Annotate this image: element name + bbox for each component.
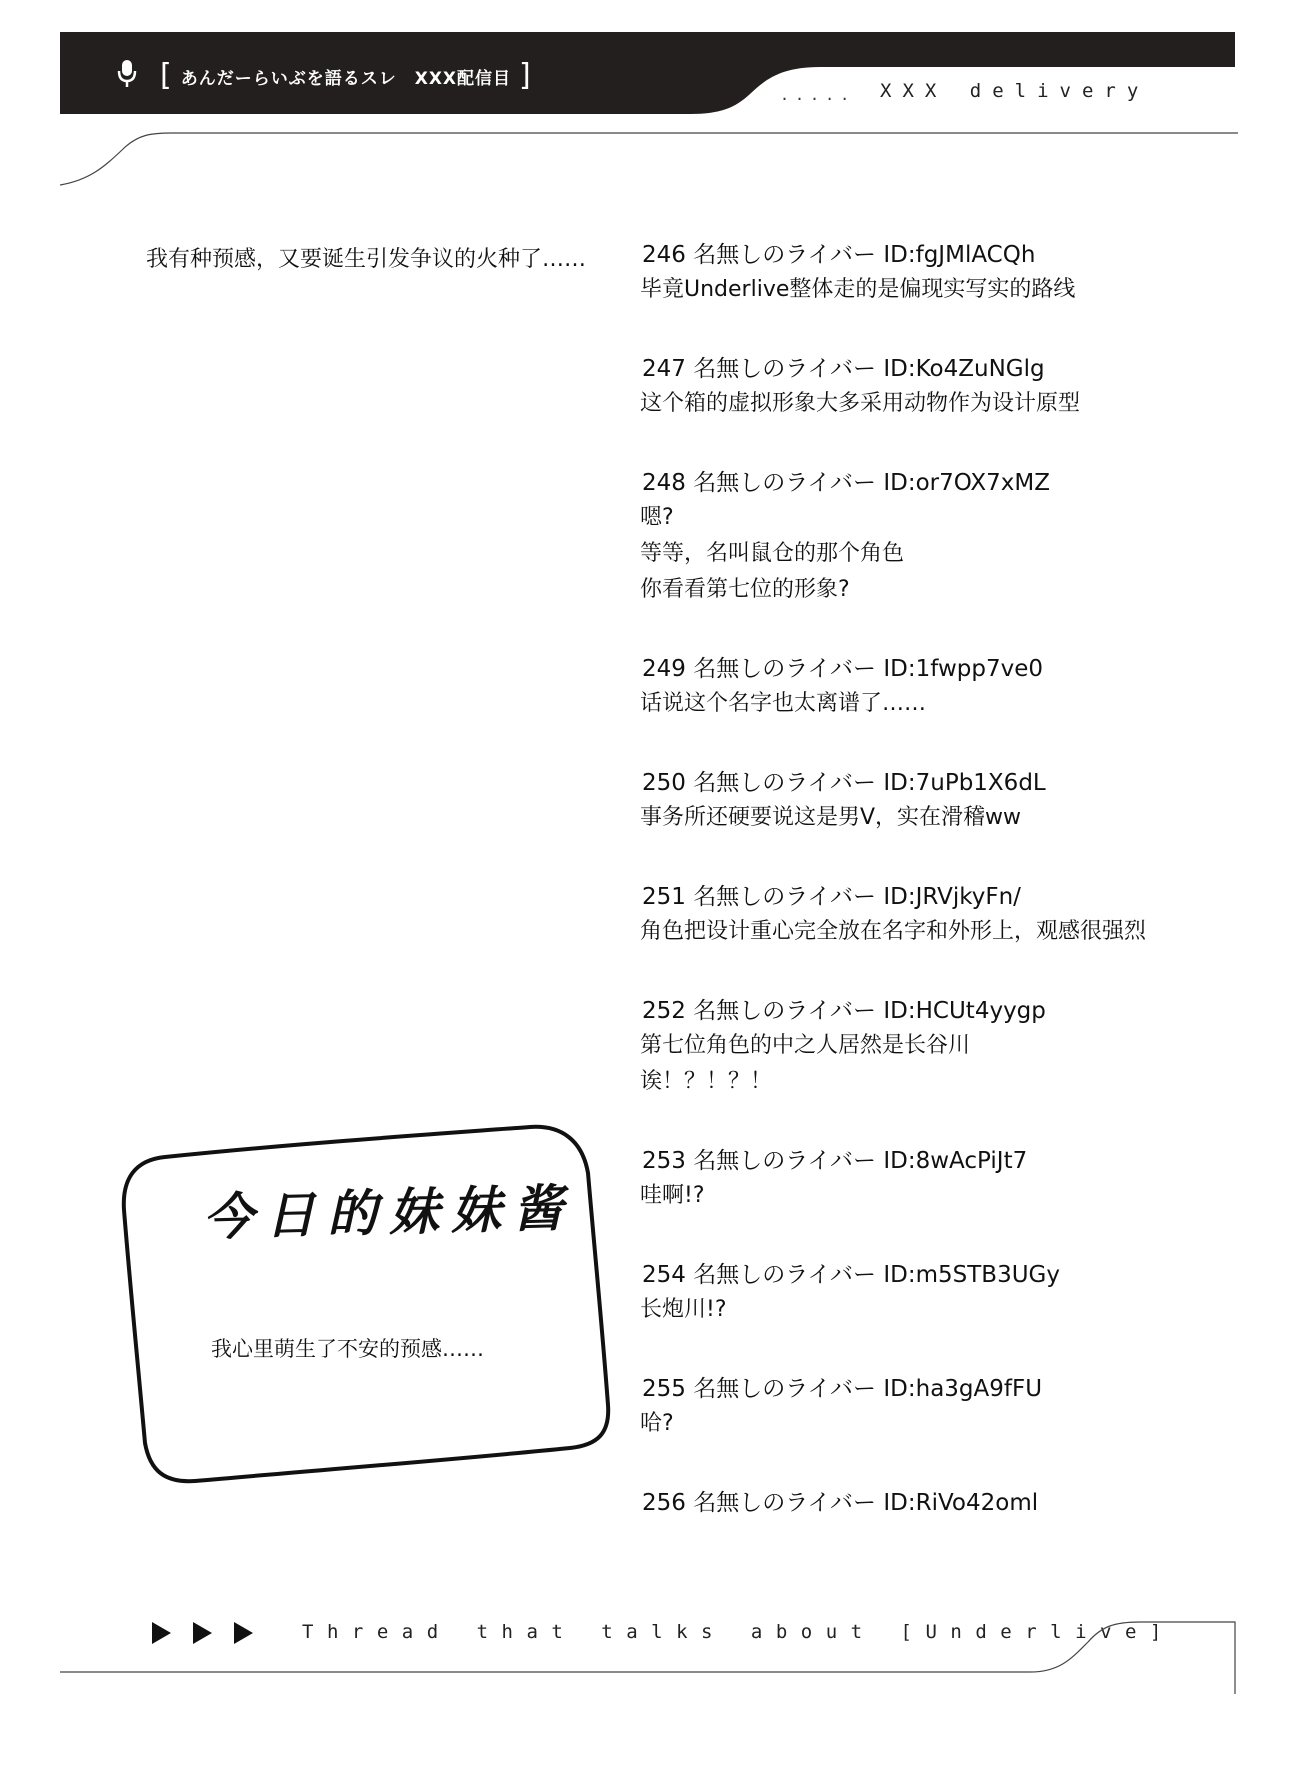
thread-title (152, 58, 540, 94)
footer-text: Thread that talks about [Underlive] (302, 1621, 1175, 1643)
post-body-line: 角色把设计重心完全放在名字和外形上，观感很强烈 (640, 919, 1147, 944)
post-body-line: 你看看第七位的形象? (640, 577, 850, 602)
post-item (642, 1486, 1202, 1520)
post-item (642, 766, 1202, 836)
post-header: 256 名無しのライバー ID:RiVo42oml (642, 1490, 1039, 1516)
post-body-line: 毕竟Underlive整体走的是偏现实写实的路线 (640, 277, 1076, 302)
post-list (642, 238, 1202, 1520)
card-title: 今日的妹妹酱 (202, 1177, 576, 1247)
post-item (642, 1144, 1202, 1214)
post-item (642, 1258, 1202, 1328)
card-text: 我心里萌生了不安的预感…… (211, 1337, 484, 1361)
footer-divider-curve (60, 1614, 1240, 1694)
post-body-line: 等等，名叫鼠仓的那个角色 (640, 541, 905, 566)
title-bracket-close: ] (519, 58, 532, 93)
post-item (642, 466, 1202, 608)
post-header: 252 名無しのライバー ID:HCUt4yygp (642, 998, 1046, 1024)
post-header: 251 名無しのライバー ID:JRVjkyFn/ (642, 884, 1021, 910)
subtitle-dots: ..... (780, 86, 856, 104)
post-header: 248 名無しのライバー ID:or7OX7xMZ (642, 470, 1051, 496)
post-body-line: 长炮川!? (640, 1297, 727, 1322)
post-body-line: 哈? (640, 1411, 674, 1436)
post-header: 246 名無しのライバー ID:fgJMlACQh (642, 242, 1036, 268)
post-item (642, 880, 1202, 950)
post-body-line: 这个箱的虚拟形象大多采用动物作为设计原型 (640, 391, 1081, 416)
post-body-line: 嗯? (640, 505, 674, 530)
post-header: 247 名無しのライバー ID:Ko4ZuNGlg (642, 356, 1045, 382)
title-text: あんだーらいぶを語るスレ XXX配信目 (180, 68, 512, 89)
header-divider-curve (60, 128, 1240, 188)
post-item (642, 352, 1202, 422)
post-item (642, 1372, 1202, 1442)
post-body-line: 话说这个名字也太离谱了…… (640, 691, 927, 716)
subtitle: XXX delivery (880, 80, 1150, 102)
post-item (642, 994, 1202, 1100)
post-body-line: 哇啊!? (640, 1183, 705, 1208)
post-item (642, 238, 1202, 308)
post-body-line: 事务所还硬要说这是男V，实在滑稽ww (640, 805, 1022, 830)
post-header: 253 名無しのライバー ID:8wAcPiJt7 (642, 1148, 1028, 1174)
narration-text: 我有种预感，又要诞生引发争议的火种了…… (146, 247, 587, 272)
post-item (642, 652, 1202, 722)
post-header: 254 名無しのライバー ID:m5STB3UGy (642, 1262, 1060, 1288)
post-body-line: 诶！？！？！ (640, 1069, 773, 1094)
title-bracket-open: [ (160, 58, 173, 93)
microphone-icon (117, 59, 137, 89)
post-header: 249 名無しのライバー ID:1fwpp7ve0 (642, 656, 1043, 682)
post-header: 255 名無しのライバー ID:ha3gA9fFU (642, 1376, 1043, 1402)
post-header: 250 名無しのライバー ID:7uPb1X6dL (642, 770, 1046, 796)
post-body-line: 第七位角色的中之人居然是长谷川 (640, 1033, 971, 1058)
